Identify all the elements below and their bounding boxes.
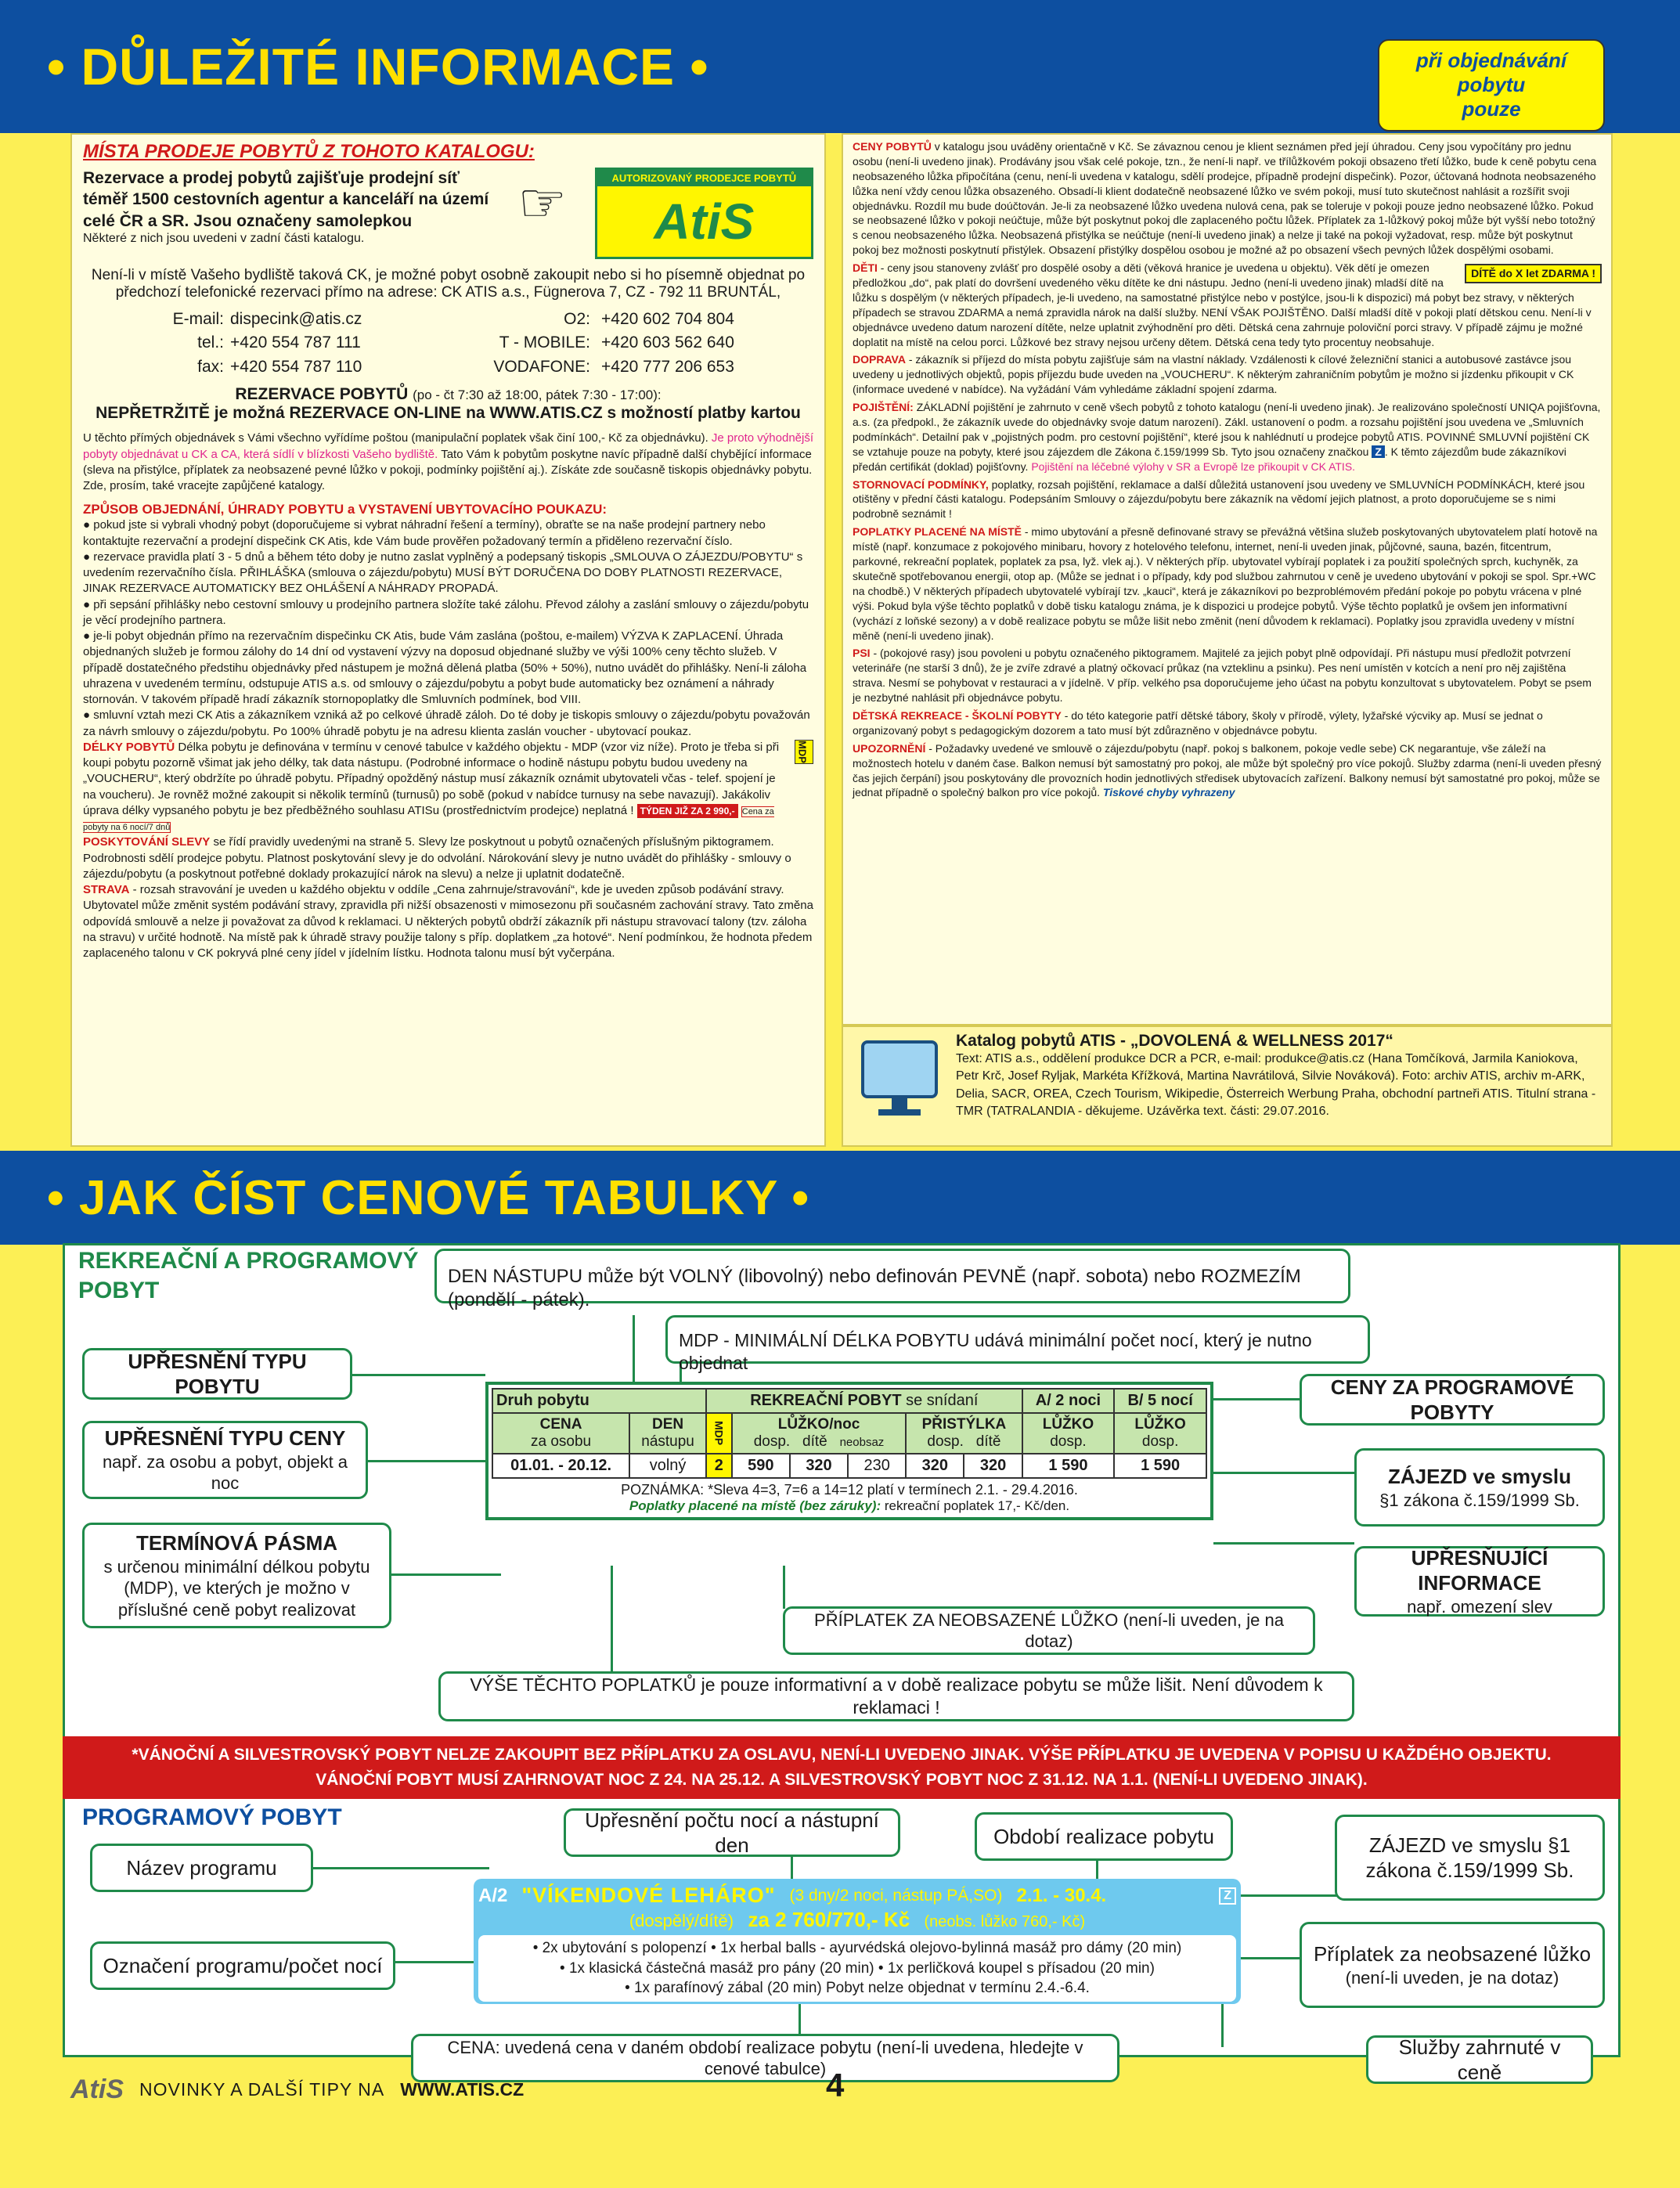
- storno-block: [853, 478, 1602, 522]
- atis-sticker: [595, 168, 813, 259]
- page-title: • DŮLEŽITÉ INFORMACE •: [47, 38, 709, 96]
- text: poplatky, rozsah pojištění, reklamace a další důležitá ustanovení jsou uvedeny ve SMLUVNÍCH PODMÍNKÁCH, které jsou otištěny v přední části katalogu. Podepsáním Smlouvy o zájezdu/pobytu bere zákazník na vědomí jejich platnost, a proto doporučujeme se s nimi podrobně seznámit !: [853, 478, 1585, 521]
- connector: [1213, 1472, 1354, 1474]
- rekreacni-heading: REKREAČNÍ A PROGRAMOVÝ POBYT: [78, 1248, 419, 1303]
- program-title: "VÍKENDOVÉ LEHÁRO": [521, 1883, 776, 1907]
- text-pink: Je proto výhodnější pobyty objednávat u CK a CA, která sídlí v blízkosti Vašeho bydliště.: [83, 431, 813, 461]
- text: REKREAČNÍ POBYT: [750, 1392, 902, 1409]
- contact-key: E-mail:: [172, 310, 224, 328]
- text: dosp.: [927, 1433, 964, 1450]
- sales-heading: MÍSTA PRODEJE POBYTŮ Z TOHOTO KATALOGU:: [83, 141, 535, 162]
- label-upresnujici: [1354, 1546, 1605, 1617]
- connector: [352, 1374, 485, 1376]
- connector: [1237, 1894, 1339, 1897]
- child-free-box: DÍTĚ do X let ZDARMA !: [1465, 264, 1602, 283]
- z-icon: Z: [1372, 445, 1385, 458]
- text-head: UPOZORNĚNÍ: [853, 741, 926, 755]
- connector: [783, 1566, 785, 1609]
- connector: [368, 1460, 501, 1462]
- cell: 590: [732, 1454, 790, 1478]
- list-item: ● pokud jste si vybrali vhodný pobyt (doporučujeme si vybrat náhradní řešení a termíny), obraťte se na naše prodejní partnery nebo kontaktujte rezervační a prodejní dispečink CK Atis, kde Vám bude prověřen požadovaný termín a přiděleno rezervační číslo.: [83, 518, 766, 548]
- text: LŮŽKO: [1134, 1416, 1186, 1433]
- th-a2: A/ 2 noci: [1022, 1389, 1115, 1413]
- th-b5: B/ 5 nocí: [1114, 1389, 1206, 1413]
- fax-value: +420 554 787 110: [230, 357, 362, 376]
- table-row: [492, 1454, 1206, 1478]
- list-item: ● při sepsání přihlášky nebo cestovní smlouvy u prodejního partnera složíte také zálohu. Převod zálohy a zaslání smlouvy o zájezdu/pobytu je věcí prodejního partnera.: [83, 597, 809, 627]
- contact-key: O2:: [564, 310, 590, 328]
- label-ceny-programove: [1300, 1374, 1605, 1426]
- th-cena: [492, 1413, 629, 1454]
- program-heading: PROGRAMOVÝ POBYT: [82, 1804, 342, 1830]
- connector: [313, 1867, 489, 1869]
- text-head: STORNOVACÍ PODMÍNKY,: [853, 478, 989, 491]
- text-head: CENY POBYTŮ: [853, 140, 932, 153]
- text-head: POJIŠTĚNÍ:: [853, 401, 914, 414]
- service-line: • 1x klasická částečná masáž pro pány (20 min) • 1x perličková koupel s přísadou (20 min): [560, 1959, 1155, 1977]
- phone-value: +420 554 787 111: [230, 333, 361, 352]
- text: - Požadavky uvedené ve smlouvě o zájezdu/pobytu (např. pokoj s balkonem, pokoje vedle sebe) CK negarantuje, vše záleží na možnostech hotelu v daném čase. Balkon nemusí být samostatný pro pokoj, ale může být společný pro více pokojů. Služby zdarma (není-li uveden přesný čas jejich čerpání) jsou poskytovány dle provozních hodin jednotlivých středisek ubytovacích zařízení. Balkony nemusí být samostatné pro pokoj, může se jednat případně o společný balkon pro více pokojů.: [853, 741, 1602, 799]
- mdp-badge: MDP: [795, 740, 813, 764]
- contacts: [161, 308, 813, 379]
- th-rekreacni: [706, 1389, 1022, 1413]
- text: rekreační poplatek 17,- Kč/den.: [884, 1498, 1070, 1513]
- order-list: [83, 517, 813, 740]
- text-head: DOPRAVA: [853, 353, 906, 366]
- direct-orders-text: [83, 431, 813, 494]
- program-price-row: [478, 1908, 1236, 1932]
- text: v katalogu jsou uváděny orientačně v Kč. Se závaznou cenou je klient seznámen před její úhradou. Ceny jsou vypočítány pro jednu osobu (není-li uvedeno jinak). Prodávány jsou však celé pokoje, tzn., že není-li např. ve třílůžkovém pokoji obsazeno třetí lůžko, bude k ceně pobytu cena neobsazeného lůžka připočítána (cenu, není-li uvedena v katalogu, sdělí prodejce, případně prodejní dispečink). Pozor, účtovaná hodnota neobsazeného lůžka není vždy cenou lůžka obsazeného. Obsadí-li klient dodatečně neobsazené lůžko ve svém pokoji, musí tuto skutečnost nahlásit a rozšířit svoji objednávku. Rozdíl mu bude doúčtován. Je-li za neobsazené lůžko uvedena nulová cena, pak se toleruje v pokoji pouze jedno neobsazené lůžko. Pokud se neobsazené lůžko v pokoji neúčtuje, může být poskytnut pokoj dle zaplaceného počtu lůžek. Příplatek za 1-lůžkový pokoj může být vyšší nebo totožný s cenou neobsazeného lůžka. Neobsazená přistýlka se neúčtuje (není-li uvedeno jinak) a nelze ji také na pokoji vyžadovat, resp. může být poskytnut pokoj bez možnosti poskytnutí přistýlek. Obsazení přistýlky dospělou osobou je možné až po obsazení všech pevných lůžek dospělými osobami.: [853, 140, 1597, 257]
- cell: 2: [706, 1454, 732, 1478]
- online-reservation[interactable]: NEPŘETRŽITĚ je možná REZERVACE ON-LINE na WWW.ATIS.CZ s možností platby kartou: [96, 404, 801, 423]
- page-number: 4: [826, 2067, 845, 2103]
- text: - (pokojové rasy) jsou povoleni u pobytu označeného piktogramem. Majitelé za jejich pobyt plně odpovídají. Při nástupu musí předložit potvrzení veterináře (ne starší 3 dnů), že je zvíře zdravé a platný očkovací průkaz (na vzteklinu a psinku). Pes není umístěn v kotcích a není pro něj zajištěna strava. Nesmí se pohybovat v restauraci a v jídelně. V příp. velkého psa doporučujeme jeho účast na pobytu konzultovat s ubytovatelem. Pobyt se psem je nezbytné nahlásit při objednávce pobytu.: [853, 647, 1592, 705]
- footer-url[interactable]: WWW.ATIS.CZ: [400, 2079, 525, 2100]
- right-panel: [842, 133, 1613, 1026]
- band-line: VÁNOČNÍ POBYT MUSÍ ZAHRNOVAT NOC Z 24. NA 25.12. A SILVESTROVSKÝ POBYT NOC Z 31.12. NA 1.1. (NENÍ-LI UVEDENO JINAK).: [315, 1770, 1368, 1789]
- text: dítě: [802, 1433, 827, 1450]
- text: ZÁKLADNÍ pojištění je zahrnuto v ceně všech pobytů z tohoto katalogu (není-li uvedeno jinak). Je realizováno společností UNIQA pojišťovna, a.s. (za předpokl., že zákazník uvede do objednávky svoje datum narození). Zákl. ustanovení o podm. a rozsahu pojištění jsou uvedena ve „Smluvních podmínkách“. Detailní pak v „pojistných podm. pro cestovní pojištění“, které jsou k nahlédnutí u prodejce pobytů ATIS. POVINNÉ SMLUVNÍ pojištění CK se vztahuje pouze na pobyty, které jsou zájezdem dle Zákona č.159/1999 Sb. Tyto jsou označeny značkou: [853, 401, 1601, 458]
- pointing-hand-icon: ☞: [517, 172, 568, 233]
- list-item: ● je-li pobyt objednán přímo na rezervačním dispečinku CK Atis, bude Vám zaslána (poštou, e-mailem) VÝZVA K ZAPLACENÍ. Úhrada objednaných služeb je formou zálohy do 14 dní od vystavení výzvy na doposud objednané služby ve výši 100% ceny těchto služeb. V případě dostatečného předstihu objednávky před nástupem je možná dělená platba (50% + 50%), nutno uvádět do přihlášky. Není-li záloha uhrazena v uvedeném termínu, odstupuje ATIS a.s. od smlouvy o zájezdu/pobytu a pobyt bude automaticky bez oznámení a náhrady stornován. V takovém případě hradí zákazník stornopoplatky dle Smluvních podmínek, bod VIII.: [83, 629, 807, 707]
- label-priplatek-prog: [1300, 1922, 1605, 2008]
- cell: 1 590: [1114, 1454, 1206, 1478]
- text: - mimo ubytování a přesně definované stravy se převážná většina služeb poskytovaných ubytovatelem platí hotově na místě (např. konzumace z pokojového minibaru, hovory z hotelového telefonu, internet, není-li uveden jinak, půjčovné, sauna, bazén, fitcentrum, parkovné, rekreační poplatek, poplatek za psa, lyž. vlek aj.). V některých příp. ubytovatel vybírají poplatek i za použití společných sprch, kuchyněk, za skutečně spotřebovanou energii, otop ap. (Může se jednat i o případy, kdy pod službou zahrnutou v ceně je uvedeno ubytování v pokoji se spol. Spr.+WC na chodbě.) V některých případech ubytovatelé vybírají tzv. „kauci“, která je zákazníkovi po bezproblémovém předání pokoje po pobytu vrácena v plné výši. Pokud byla výše těchto poplatků v době tisku katalogu známa, je k dispozici u prodejce pobytů. Výše těchto poplatků je ovšem jen informativní (vychází z loňské sezony) a v době realizace pobytu se může lišit nebo změnit (není důvodem k reklamaci). Poplatky jsou zpravidla uvedeny v místní měně (není-li uvedeno jinak).: [853, 525, 1598, 642]
- text: TERMÍNOVÁ PÁSMA: [135, 1531, 338, 1555]
- label-zajezd: [1354, 1448, 1605, 1527]
- text: UPŘESŇUJÍCÍ INFORMACE: [1411, 1545, 1548, 1595]
- connector: [1221, 2004, 1224, 2047]
- list-item: ● smluvní vztah mezi CK Atis a zákazníkem vzniká až po celkové úhradě záloh. Do té doby je tiskopis smlouvy o zájezdu/pobytu považován za návrh smlouvy o zájezdu/pobytu. Po 100% úhradě pobytu je na adresu klienta zaslán voucher - ubytovací poukaz.: [83, 708, 810, 738]
- th-luzko-b: [1114, 1413, 1206, 1454]
- text-head: DĚTI: [853, 261, 878, 275]
- label-upresneni: Upřesnění počtu nocí a nástupní den: [564, 1808, 900, 1857]
- phone-value: +420 602 704 804: [601, 310, 734, 328]
- direct-purchase: Není-li v místě Vašeho bydliště taková CK, je možné pobyt osobně zakoupit nebo si ho písemně objednat po předchozí telefonické rezervaci přímo na adrese: CK ATIS a.s., Fügnerova 7, CZ - 792 11 BRUNTÁL,: [91, 267, 806, 301]
- text-blue: Tiskové chyby vyhrazeny: [1102, 786, 1235, 799]
- label-obdobi: Období realizace pobytu: [975, 1812, 1233, 1861]
- text: se řídí pravidly uvedenými na straně 5. Slevy lze poskytnout u pobytů označených příslušným piktogramem. Podrobnosti sdělí prodejce pobytu. Platnost poskytování slevy je do odvolání. Nárokování slevy je nutno uvádět do přihlášky - smlouvy o zájezdu/pobytu (a poskytnout potřebné doklady prokazující nárok na slevu) a nelze ji uplatnit dodatečně.: [83, 835, 791, 881]
- label-priplatek: PŘÍPLATEK ZA NEOBSAZENÉ LŮŽKO (není-li uveden, je na dotaz): [783, 1606, 1315, 1655]
- deti-block: [853, 261, 1602, 349]
- text: - rozsah stravování je uveden u každého objektu v oddíle „Cena zahrnuje/stravování“, kde je uveden způsob podávání stravy. Ubytovatel může změnit systém podávání stravy, zpravidla při nižší obsazenosti v mimosezonu při současném zachování stravy. Tato změna odpovídá smlouvě a nelze ji považovat za důvod k reklamaci. U některých pobytů obdrží zákazník při nástupu stravovací talony (tzv. záloha na stravu) v určité hodnotě. Na místě pak k úhradě stravy použije talony s příp. doplatkem „za hotové“. Není podmínkou, že hodnota předem zaplaceného talonu v CK pokryvá plné ceny jídel v jídelním lístku. Hodnota talonu musí být vyčerpána.: [83, 883, 813, 961]
- text-head: PSI: [853, 647, 871, 660]
- detska-block: [853, 708, 1602, 738]
- text: PŘISTÝLKA: [921, 1416, 1007, 1433]
- cell: 320: [790, 1454, 848, 1478]
- text: U těchto přímých objednávek s Vámi všechno vyřídíme poštou (manipulační poplatek však činí 100,- Kč za objednávku).: [83, 431, 708, 445]
- cell: 1 590: [1022, 1454, 1115, 1478]
- stamp: TÝDEN JIŽ ZA 2 990,-: [637, 804, 738, 818]
- text-sub: např. za osobu a pobyt, objekt a noc: [102, 1451, 348, 1494]
- text: . K těmto zájezdům bude zákazníkovi předán certifikát (doklad) pojišťovny.: [853, 445, 1566, 473]
- text-head: POPLATKY PLACENÉ NA MÍSTĚ: [853, 525, 1022, 539]
- section2-title: • JAK ČÍST CENOVÉ TABULKY •: [47, 1170, 810, 1225]
- th-druh: Druh pobytu: [492, 1389, 706, 1413]
- cell: 230: [848, 1454, 906, 1478]
- contact-key: VODAFONE:: [493, 357, 590, 376]
- section2-bar: [0, 1151, 1680, 1245]
- label-nazev: Název programu: [90, 1844, 313, 1892]
- text: LŮŽKO: [1042, 1416, 1094, 1433]
- program-price: za 2 760/770,- Kč: [748, 1908, 910, 1931]
- text: ZÁJEZD ve smyslu: [1387, 1465, 1572, 1488]
- pojisteni-block: [853, 400, 1602, 474]
- text: rezervace pravidla platí 3 - 5 dnů a během této doby je nutno zaslat vyplněný a podepsaný tiskopis „SMLOUVA O ZÁJEZDU/POBYTU“ s uvedením rezervačního čísla. PŘIHLÁŠKA (smlouva o zájezdu/pobytu) MUSÍ BÝT DORUČENA DO DOBY PLATNOSTI REZERVACE, JINAK REZERVACE AUTOMATICKY BEZ OHLÁŠENÍ A NÁHRADY PROPADÁ.: [83, 550, 803, 596]
- program-dates: 2.1. - 30.4.: [1016, 1884, 1107, 1906]
- label-typ-pobytu: [82, 1348, 352, 1400]
- res-hours: (po - čt 7:30 až 18:00, pátek 7:30 - 17:00):: [413, 387, 662, 403]
- order-tag: [1378, 39, 1605, 132]
- label-zajezd-prog: ZÁJEZD ve smyslu §1 zákona č.159/1999 Sb.: [1335, 1815, 1605, 1901]
- table-note: POZNÁMKA: *Sleva 4=3, 7=6 a 14=12 platí v termínech 2.1. - 29.4.2016.: [621, 1482, 1078, 1498]
- doprava-block: [853, 352, 1602, 397]
- service-line: • 1x parafínový zábal (20 min) Pobyt nelze objednat v termínu 2.4.-6.4.: [625, 1980, 1090, 1997]
- band-line: *VÁNOČNÍ A SILVESTROVSKÝ POBYT NELZE ZAKOUPIT BEZ PŘÍPLATKU ZA OSLAVU, NENÍ-LI UVEDENO JINAK. VÝŠE PŘÍPLATKU JE UVEDENA V POPISU U KAŽDÉHO OBJEKTU.: [132, 1746, 1552, 1764]
- upozorneni-block: [853, 741, 1602, 801]
- program-box: [474, 1879, 1241, 2004]
- text: dítě: [975, 1433, 1001, 1450]
- slevy-block: [83, 834, 813, 882]
- text: UPŘESNĚNÍ TYPU CENY: [104, 1426, 346, 1451]
- phone-value: +420 777 206 653: [601, 357, 734, 376]
- text-sub: s určenou minimální délkou pobytu (MDP), ve kterých je možno v příslušné ceně pobyt realizovat: [103, 1556, 370, 1620]
- stamp-note: Cena za pobyty na 6 nocí/7 dnů: [83, 806, 774, 833]
- label-vyse-poplatku: VÝŠE TĚCHTO POPLATKŮ je pouze informativní a v době realizace pobytu se může lišit. Není důvodem k reklamaci !: [438, 1671, 1354, 1721]
- holiday-band: [63, 1736, 1621, 1799]
- catalog-text: Text: ATIS a.s., oddělení produkce DCR a PCR, e-mail: produkce@atis.cz (Hana Tomčíková, Jarmila Kaniokova, Petr Krč, Josef Ryljak, Markéta Křížková, Martina Navrátilová, Silvie Nováková). Foto: archiv ATIS, archiv m-ARK, Delia, SACR, OREA, Czech Tourism, Wikipedie, Österreich Werbung Praha, obchodní partneři ATIS. Titulní strana - TMR (TATRALANDIA - děkujeme. Uzávěrka text. části: 29.07.2016.: [956, 1052, 1596, 1119]
- price-label: (dospělý/dítě): [629, 1911, 734, 1930]
- text: Tato Vám k pobytům poskytne navíc případně další chybějící informace (sleva na přistýlce, příplatek za neobsazené pevné lůžko v pokoji, podmínky pojištění aj.). Získáte zde současně tiskopis objednávky pobytu. Zde, prosím, také vracejte zapůjčené katalogy.: [83, 447, 813, 493]
- th-luzko-a: [1022, 1413, 1115, 1454]
- program-nights: (3 dny/2 noci, nástup PÁ,SO): [789, 1886, 1003, 1905]
- text-pink: Pojištění na léčebné výlohy v SR a Evropě lze přikoupit v CK ATIS.: [1031, 460, 1356, 473]
- text: - zákazník si příjezd do místa pobytu zajišťuje sám na vlastní náklady. Vzdálenosti k cílové železniční stanici a autobusové zastávce jsou uvedeny u jednotlivých objektů, popis příjezdu bude uveden na „VOUCHERU“. K některým zahraničním pobytům je možno si jízdenku přikoupit v CK (informace uvedené v nabídce). Na vyžádání Vám vyhledáme základní spojení zdarma.: [853, 353, 1574, 396]
- table-fees: [492, 1498, 1207, 1514]
- catalog-info: [842, 1026, 1613, 1147]
- text: - ceny jsou stanoveny zvlášť pro dospělé osoby a děti (věková hranice je uvedena u objektu). Věk dětí je omezen předložkou „do“, pak platí do dovršení uvedeného věku dítěte ke dni nástupu. Jedno (není-li uvedeno jinak) mladší dítě na lůžku s dospělým (v některých případech, je-li uvedeno, na samostatné přistýlce nebo v postýlce, jsou-li k dispozici) má pobyt bez stravy, v některých případech se stravou ZDARMA a nemá zpravidla nárok na další služby. NENÍ VŠAK POJIŠTĚNO. Další mladší dítě v pokoji platí dětskou cenu. Není-li v objednávce uvedeno datum narození dítěte, nelze uplatnit zvýhodnění pro děti. Dětská cena zahrnuje poloviční porci stravy. V případě zájmu je možné doplatit na místě na celou porci. Lůžkové bez stravy nejsou určeny dětem. Dětská cena tedy tyto procentuy neobsahuje.: [853, 261, 1592, 348]
- contact-key: fax:: [197, 357, 224, 376]
- text-head: DĚTSKÁ REKREACE - ŠKOLNÍ POBYTY: [853, 708, 1062, 722]
- text-head: DÉLKY POBYTŮ: [83, 740, 175, 754]
- label-typ-ceny: [82, 1421, 368, 1499]
- ceny-block: [853, 139, 1602, 258]
- left-panel: [70, 133, 826, 1147]
- th-pristylka: [906, 1413, 1022, 1454]
- text: dosp.: [753, 1433, 791, 1450]
- psi-block: [853, 646, 1602, 705]
- program-code: A/2: [478, 1884, 508, 1906]
- text: Příplatek za neobsazené lůžko: [1313, 1942, 1592, 1966]
- cell: 320: [964, 1454, 1022, 1478]
- monitor-icon: [853, 1032, 946, 1126]
- connector: [1237, 1957, 1300, 1959]
- text: dosp.: [1141, 1433, 1179, 1450]
- price-table: [485, 1382, 1213, 1520]
- text: za osobu: [531, 1433, 592, 1450]
- text: je-li pobyt objednán přímo na rezervačním dispečinku CK Atis, bude Vám zaslána (poštou, e-mailem) VÝZVA K ZAPLACENÍ. Úhrada objednaných služeb je formou zálohy do 14 dní od vystavení výzvy na doposud objednané služby ve výši 100% ceny těchto služeb. V případě dostatečného předstihu objednávky před nástupem je možná dělená platba (50% + 50%), nutno uvádět do přihlášky. Není-li záloha uhrazena v uvedeném termínu, odstupuje ATIS a.s. od smlouvy o zájezdu/pobytu a pobyt bude automaticky bez oznámení a náhrady stornován. V takovém případě hradí zákazník stornopoplatky dle Smluvních podmínek, bod VIII.: [83, 629, 807, 707]
- sticker-top: AUTORIZOVANÝ PRODEJCE POBYTŮ: [597, 170, 811, 186]
- connector: [633, 1315, 635, 1386]
- text: CENY ZA PROGRAMOVÉ POBYTY: [1330, 1375, 1574, 1424]
- cell: 320: [906, 1454, 964, 1478]
- email-link[interactable]: dispecink@atis.cz: [230, 310, 362, 328]
- program-services: [478, 1935, 1236, 2002]
- program-neobs: (neobs. lůžko 760,- Kč): [924, 1913, 1086, 1930]
- cell: volný: [629, 1454, 706, 1478]
- phone-value: +420 603 562 640: [601, 333, 734, 352]
- catalog-title: Katalog pobytů ATIS - „DOVOLENÁ & WELLNESS 2017“: [956, 1032, 1393, 1050]
- delky-block: [83, 740, 813, 835]
- th-luzko: [732, 1413, 907, 1454]
- text-sub: §1 zákona č.159/1999 Sb.: [1379, 1490, 1580, 1510]
- text: DEN: [652, 1416, 684, 1433]
- text: smluvní vztah mezi CK Atis a zákazníkem vzniká až po celkové úhradě záloh. Do té doby je tiskopis smlouvy o zájezdu/pobytu považován za návrh smlouvy o zájezdu/pobytu. Po 100% úhradě pobytu je na adresu klienta zaslán voucher - ubytovací poukaz.: [83, 708, 810, 738]
- connector: [611, 1566, 613, 1671]
- text: CENA: [539, 1416, 582, 1433]
- label-terminova: [82, 1523, 391, 1628]
- price-grid: [492, 1388, 1207, 1479]
- label-sluzby: Služby zahrnuté v ceně: [1366, 2035, 1593, 2084]
- text-sub: např. omezení slev: [1407, 1596, 1552, 1617]
- label-mdp: MDP - MINIMÁLNÍ DÉLKA POBYTU udává minimální počet nocí, který je nutno objednat: [665, 1315, 1370, 1364]
- contact-key: T - MOBILE:: [499, 333, 590, 352]
- text: nástupu: [641, 1433, 694, 1450]
- text: Poplatky placené na místě (bez záruky):: [629, 1498, 881, 1513]
- contact-key: tel.:: [197, 333, 224, 352]
- sales-intro: Rezervace a prodej pobytů zajišťuje prodejní síť téměř 1500 cestovních agentur a kanceláří na území celé ČR a SR. Jsou označeny samolepkou: [83, 169, 489, 230]
- service-line: • 2x ubytování s polopenzí • 1x herbal balls - ayurvédská olejovo-bylinná masáž pro dámy (20 min): [532, 1940, 1182, 1956]
- text: pokud jste si vybrali vhodný pobyt (doporučujeme si vybrat náhradní řešení a termíny), obraťte se na naše prodejní partnery nebo kontaktujte rezervační a prodejní dispečink CK Atis, kde Vám bude prověřen požadovaný termín a přiděleno rezervační číslo.: [83, 518, 766, 548]
- footer-text: NOVINKY A DALŠÍ TIPY NA: [139, 2079, 385, 2100]
- connector: [391, 1573, 501, 1576]
- text-head: STRAVA: [83, 883, 130, 897]
- label-cena-prog: CENA: uvedená cena v daném období realizace pobytu (není-li uvedena, hledejte v cenové tabulce): [411, 2034, 1119, 2082]
- text: Délka pobytu je definována v termínu v cenové tabulce v každého objektu - MDP (vzor viz níže). Proto je třeba si při koupi pobytu pozorně všimat jak jeho délky, tak data nástupu. (Podrobné informace o hodině nástupu pobytu budou uvedeny na „VOUCHERU“, který obdržíte po úhradě pobytu. Případný opožděný nástup musí zákazník oznámit ubytovateli včas - telef. spojení je na voucheru). Je rovněž možné zakoupit si několik termínů (turnusů) po sobě (pokud v nabídce turnusy na sebe navazují). Jakákoliv úprava délky vypsaného pobytu je bez předběžného souhlasu ATISu (prostřednictvím prodejce) neplatná !: [83, 740, 780, 817]
- footer: [70, 2074, 524, 2105]
- reservation-hours: [83, 385, 813, 404]
- text: dosp.: [1050, 1433, 1087, 1450]
- th-den: [629, 1413, 706, 1454]
- list-item: ● rezervace pravidla platí 3 - 5 dnů a během této doby je nutno zaslat vyplněný a podepsaný tiskopis „SMLOUVA O ZÁJEZDU/POBYTU“ s uvedením rezervačního čísla. PŘIHLÁŠKA (smlouva o zájezdu/pobytu) MUSÍ BÝT DORUČENA DO DOBY PLATNOSTI REZERVACE, JINAK REZERVACE AUTOMATICKY BEZ OHLÁŠENÍ A NÁHRADY PROPADÁ.: [83, 550, 803, 596]
- program-box-head: [478, 1883, 1236, 1908]
- text: se snídaní: [906, 1392, 979, 1409]
- text: neobsaz: [839, 1436, 885, 1449]
- text: LŮŽKO/noc: [777, 1416, 860, 1433]
- z-icon: Z: [1219, 1887, 1236, 1905]
- text: při sepsání přihlášky nebo cestovní smlouvy u prodejního partnera složíte také zálohu. Převod zálohy a zaslání smlouvy o zájezdu/pobytu je věcí prodejního partnera.: [83, 597, 809, 627]
- tag-line: pouze: [1462, 97, 1521, 121]
- text: UPŘESNĚNÍ TYPU POBYTU: [128, 1349, 307, 1398]
- text: - do této kategorie patří dětské tábory, školy v přírodě, výlety, lyžařské výcviky ap. Musí se jednat o organizovaný pobyt s pedagogickým dozorem a tato musí být zdůrazněno v objednávce pobytu.: [853, 708, 1543, 737]
- footer-logo: AtiS: [70, 2074, 124, 2104]
- poplatky-block: [853, 524, 1602, 643]
- label-den-nastupu: DEN NÁSTUPU může být VOLNÝ (libovolný) nebo definován PEVNĚ (např. sobota) nebo ROZMEZÍM (pondělí - pátek).: [434, 1249, 1350, 1303]
- atis-logo: AtiS: [654, 193, 755, 250]
- order-heading: ZPŮSOB OBJEDNÁNÍ, ÚHRADY POBYTU a VYSTAVENÍ UBYTOVACÍHO POUKAZU:: [83, 502, 607, 517]
- text-sub: (není-li uveden, je na dotaz): [1345, 1967, 1559, 1988]
- sales-note: Některé z nich jsou uvedeni v zadní části katalogu.: [83, 231, 365, 245]
- th-mdp: MDP: [706, 1413, 732, 1454]
- connector: [1213, 1542, 1354, 1545]
- res-title: REZERVACE POBYTŮ: [235, 385, 409, 404]
- cell: 01.01. - 20.12.: [492, 1454, 629, 1478]
- tag-line: při objednávání pobytu: [1415, 49, 1567, 97]
- text-head: POSKYTOVÁNÍ SLEVY: [83, 835, 211, 849]
- label-oznaceni: Označení programu/počet nocí: [90, 1941, 395, 1990]
- strava-block: [83, 882, 813, 961]
